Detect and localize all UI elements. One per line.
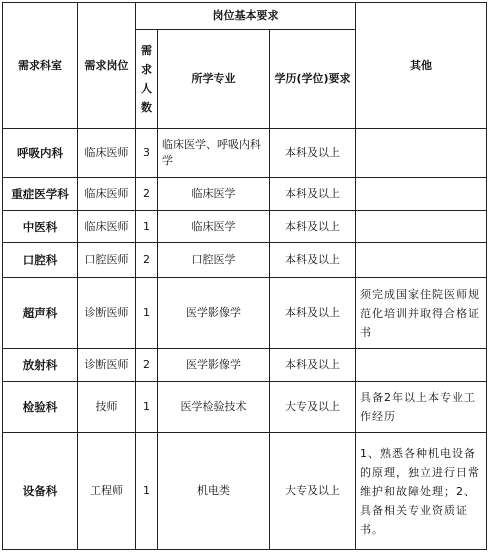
cell-dept: 呼吸内科 (3, 129, 78, 178)
cell-other (356, 349, 487, 382)
cell-education: 本科及以上 (270, 178, 356, 211)
header-post: 需求岗位 (78, 3, 136, 129)
cell-dept: 检验科 (3, 382, 78, 433)
cell-post: 诊断医师 (78, 278, 136, 349)
cell-education: 大专及以上 (270, 433, 356, 550)
cell-major: 医学检验技术 (158, 382, 270, 433)
cell-major: 临床医学、呼吸内科学 (158, 129, 270, 178)
cell-other (356, 129, 487, 178)
cell-dept: 中医科 (3, 211, 78, 243)
table-row (3, 243, 487, 278)
cell-education: 大专及以上 (270, 382, 356, 433)
table-row (3, 433, 487, 550)
cell-post: 临床医师 (78, 129, 136, 178)
cell-major: 口腔医学 (158, 243, 270, 278)
cell-post: 技师 (78, 382, 136, 433)
cell-count: 3 (136, 129, 158, 178)
table-row (3, 178, 487, 211)
cell-count: 1 (136, 278, 158, 349)
header-major: 所学专业 (158, 30, 270, 129)
cell-count: 1 (136, 382, 158, 433)
cell-other (356, 243, 487, 278)
cell-count: 2 (136, 349, 158, 382)
cell-other (356, 211, 487, 243)
cell-count: 1 (136, 211, 158, 243)
cell-other: 须完成国家住院医师规范化培训并取得合格证书 (356, 278, 487, 349)
header-dept: 需求科室 (3, 3, 78, 129)
cell-major: 临床医学 (158, 211, 270, 243)
header-other: 其他 (356, 3, 487, 129)
cell-education: 本科及以上 (270, 349, 356, 382)
table-row (3, 382, 487, 433)
cell-education: 本科及以上 (270, 129, 356, 178)
cell-major: 医学影像学 (158, 278, 270, 349)
header-basic-requirements: 岗位基本要求 (136, 3, 356, 30)
cell-education: 本科及以上 (270, 278, 356, 349)
cell-dept: 设备科 (3, 433, 78, 550)
cell-post: 临床医师 (78, 211, 136, 243)
table-row (3, 129, 487, 178)
cell-count: 1 (136, 433, 158, 550)
cell-post: 诊断医师 (78, 349, 136, 382)
cell-post: 口腔医师 (78, 243, 136, 278)
header-education: 学历(学位)要求 (270, 30, 356, 129)
cell-education: 本科及以上 (270, 211, 356, 243)
cell-post: 临床医师 (78, 178, 136, 211)
recruitment-table (2, 2, 487, 550)
cell-other: 具备2年以上本专业工作经历 (356, 382, 487, 433)
table-row (3, 278, 487, 349)
cell-major: 医学影像学 (158, 349, 270, 382)
cell-count: 2 (136, 243, 158, 278)
cell-education: 本科及以上 (270, 243, 356, 278)
table-row (3, 349, 487, 382)
cell-major: 临床医学 (158, 178, 270, 211)
cell-dept: 放射科 (3, 349, 78, 382)
cell-major: 机电类 (158, 433, 270, 550)
cell-dept: 重症医学科 (3, 178, 78, 211)
cell-other: 1、熟悉各种机电设备的原理，独立进行日常维护和故障处理；2、具备相关专业资质证书。 (356, 433, 487, 550)
cell-other (356, 178, 487, 211)
header-count: 需求人数 (136, 30, 158, 129)
cell-post: 工程师 (78, 433, 136, 550)
cell-dept: 超声科 (3, 278, 78, 349)
table-row (3, 211, 487, 243)
cell-count: 2 (136, 178, 158, 211)
cell-dept: 口腔科 (3, 243, 78, 278)
